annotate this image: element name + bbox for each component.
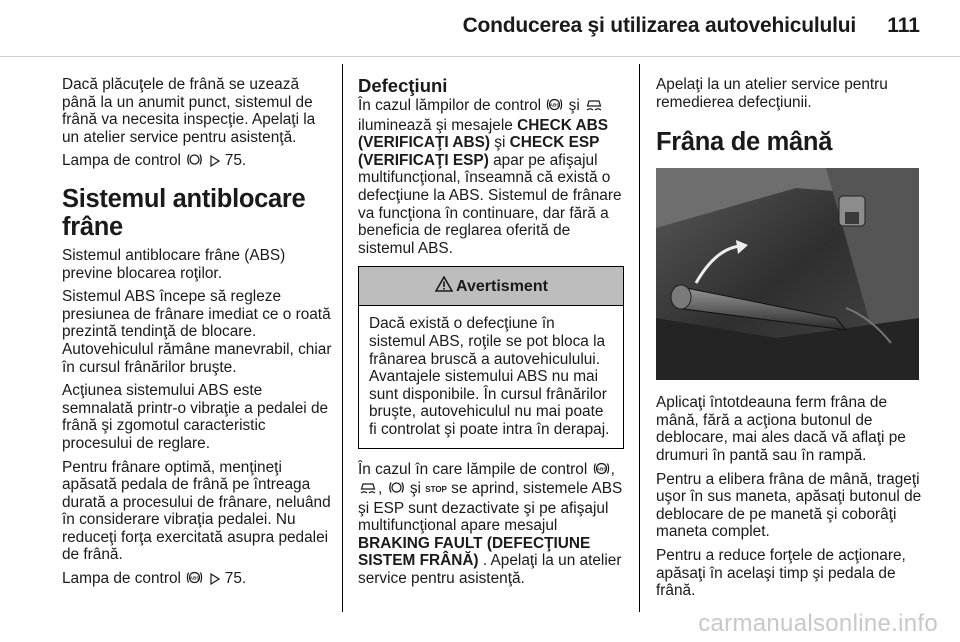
paragraph: Apelaţi la un atelier service pentru remedierea defecţiunii. <box>656 76 888 111</box>
warning-triangle-icon <box>435 276 455 297</box>
section-heading-abs: Sistemul antiblocare frâne <box>62 184 306 241</box>
esp-icon <box>585 97 603 117</box>
page-ref-triangle-icon[interactable] <box>210 154 220 172</box>
paragraph: Pentru a elibera frâna de mână, trageţi uşor în sus maneta, apăsaţi butonul de deblocare de pe manetă şi coborâţi maneta complet. <box>656 470 922 541</box>
column-3 <box>656 76 922 606</box>
column-divider <box>639 64 640 612</box>
page-ref-triangle-icon[interactable] <box>210 572 220 590</box>
paragraph: Pentru frânare optimă, menţineţi apăsată pedala de frână pe întreaga durată a procesului de frânare, neluând în considerare vibraţia pedalei. Nu reduceţi forţa exercitată asupra pedalei de frână. <box>62 458 331 564</box>
watermark: carmanualsonline.info <box>698 610 938 637</box>
abs-icon <box>546 97 563 117</box>
abs-icon <box>186 570 203 590</box>
column-divider <box>342 64 343 612</box>
brake-warning-icon <box>186 152 203 172</box>
page-header <box>0 0 960 56</box>
column-2 <box>358 76 624 594</box>
warning-title: Avertisment <box>456 277 548 295</box>
svg-text:ABS: ABS <box>550 102 560 108</box>
paragraph: Aplicaţi întotdeauna ferm frâna de mână, fără a acţiona butonul de deblocare, mai ales dacă vă aflaţi pe drumuri în pantă sau în rampă. <box>656 394 906 464</box>
section-heading-parking-brake: Frâna de mână <box>656 128 833 157</box>
paragraph: Sistemul antiblocare frâne (ABS) previne blocarea roţilor. <box>62 246 286 282</box>
svg-text:ABS: ABS <box>596 465 606 471</box>
paragraph-lamp-ref: Lampa de control 75. <box>62 152 332 172</box>
stop-lamp-label: STOP <box>425 485 447 495</box>
esp-icon <box>359 480 377 500</box>
paragraph: Sistemul ABS începe să regleze presiunea de frânare imediat ce o roată prezintă tendinţă de blocare. Autovehiculul rămâne manevrabil, chiar în cursul frânărilor bruşte. <box>62 288 332 376</box>
parking-brake-image <box>656 168 919 380</box>
page-number: 111 <box>887 14 920 37</box>
column-1 <box>62 76 332 596</box>
warning-text: Dacă există o defecţiune în sistemul ABS, roţile se pot bloca la frânarea bruscă a autovehiculului. Avantajele sistemului ABS nu mai sunt disponibile. În cursul frânărilor bruşte, autovehiculul nu mai poate fi controlat şi poate intra în derapaj. <box>369 315 610 438</box>
brake-warning-icon <box>388 480 405 500</box>
warning-header <box>359 267 623 306</box>
svg-text:ABS: ABS <box>189 575 200 581</box>
abs-icon <box>593 461 610 481</box>
paragraph: Acţiunea sistemului ABS este semnalată printr-o vibraţie a pedalei de frână şi zgomotul caracteristic procesului de reglare. <box>62 382 329 452</box>
paragraph-faults: În cazul lămpilor de control ABS şi iluminează şi mesajele CHECK ABS (VERIFICAŢI ABS) şi CHECK ESP (VERIFICAŢI ESP) apar pe afişajul multifuncţional, înseamnă că există o defecţiune la ABS. Sistemul de frânare va funcţiona în continuare, dar fără a beneficia de reglarea oferită de sistemul ABS. <box>358 97 622 257</box>
section-heading-faults: Defecţiuni <box>358 75 448 96</box>
paragraph-lamp-ref: Lampa de control ABS 75. <box>62 570 332 590</box>
header-divider <box>0 56 960 57</box>
paragraph: Dacă plăcuţele de frână se uzează până la un anumit punct, sistemul de frână va necesita inspecţie. Apelaţi la un atelier service pentru asistenţă. <box>62 76 316 146</box>
page-title: Conducerea şi utilizarea autovehiculului <box>462 14 856 37</box>
warning-box <box>358 266 624 448</box>
paragraph-lamps-on: În cazul în care lămpile de control ABS , , şi STOP se aprind, sistemele ABS şi ESP sunt dezactivate şi pe afişajul multifuncţional apare mesajul BRAKING FAULT (DEFECŢIUNE SISTEM FRÂNĂ) . Apelaţi la un atelier service pentru asistenţă. <box>358 460 623 588</box>
paragraph: Pentru a reduce forţele de acţionare, apăsaţi în acelaşi timp şi pedala de frână. <box>656 546 906 600</box>
